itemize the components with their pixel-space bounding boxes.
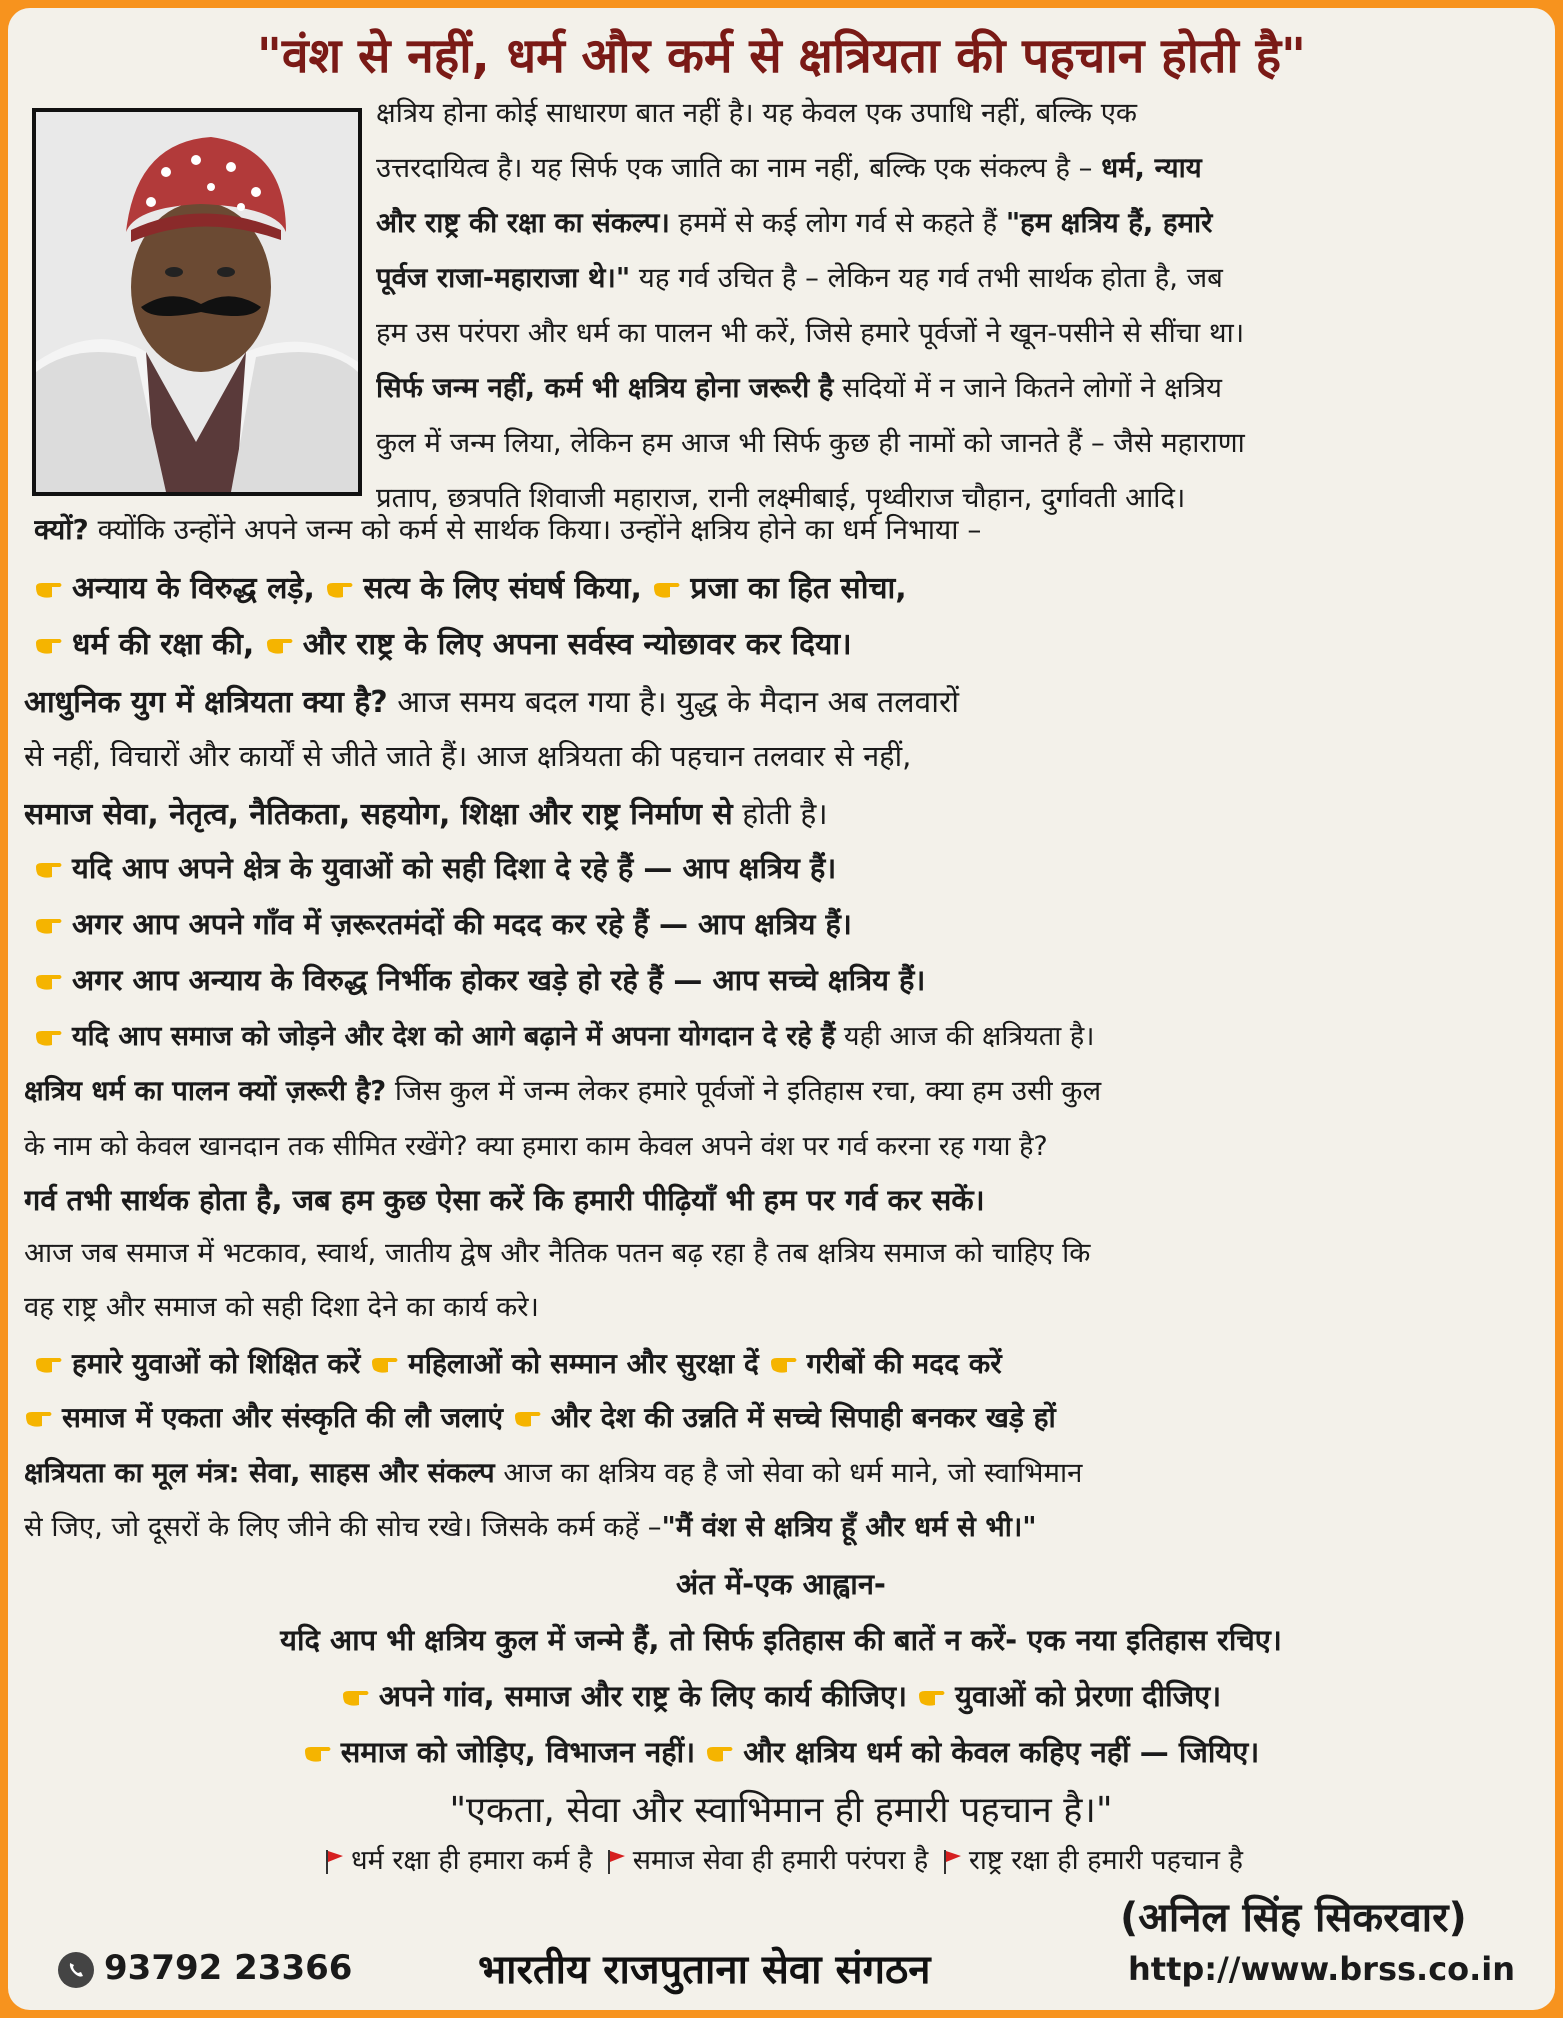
page-title: "वंश से नहीं, धर्म और कर्म से क्षत्रियता की पहचान होती है" (256, 28, 1307, 84)
poster (8, 8, 1555, 2010)
pointing-hand-icon (24, 1408, 56, 1430)
intro-line: प्रताप, छत्रपति शिवाजी महाराज, रानी लक्ष्मीबाई, पृथ्वीराज चौहान, दुर्गावती आदि। (376, 482, 1186, 514)
dharma-line-3: गर्व तभी सार्थक होता है, जब हम कुछ ऐसा करें कि हमारी पीढ़ियाँ भी हम पर गर्व कर सकें। (24, 1183, 985, 1217)
website-link[interactable]: http://www.brss.co.in (1128, 1950, 1516, 1988)
intro-line: पूर्वज राजा-महाराजा थे।" यह गर्व उचित है – लेकिन यह गर्व तभी सार्थक होता है, जब (376, 262, 1223, 294)
pointing-hand-icon (34, 1354, 66, 1376)
intro-line: क्षत्रिय होना कोई साधारण बात नहीं है। यह केवल एक उपाधि नहीं, बल्कि एक (376, 97, 1138, 129)
portrait-illustration (36, 112, 358, 492)
if-you-item: यदि आप समाज को जोड़ने और देश को आगे बढ़ाने में अपना योगदान दे रहे हैं यही आज की क्षत्रियता है। (34, 1016, 1548, 1070)
pointing-hand-icon (341, 1687, 373, 1709)
ending-heading: अंत में-एक आह्वान- (676, 1567, 886, 1601)
pointing-hand-icon (303, 1743, 335, 1765)
slogan: "एकता, सेवा और स्वाभिमान ही हमारी पहचान है।" (449, 1790, 1113, 1831)
ending-line-1: यदि आप भी क्षत्रिय कुल में जन्मे हैं, तो सिर्फ इतिहास की बातें न करें- एक नया इतिहास रचिए। (280, 1623, 1282, 1657)
why-line: क्यों? क्योंकि उन्होंने अपने जन्म को कर्म से सार्थक किया। उन्होंने क्षत्रिय होने का धर्म निभाया – (34, 513, 982, 546)
duties-row-2: समाज में एकता और संस्कृति की लौ जलाएं और देश की उन्नति में सच्चे सिपाही बनकर खड़े हों (24, 1398, 1538, 1452)
intro-line: उत्तरदायित्व है। यह सिर्फ एक जाति का नाम नहीं, बल्कि एक संकल्प है – धर्म, न्याय (376, 152, 1202, 184)
pointing-hand-icon (652, 579, 684, 601)
red-flag-icon (323, 1848, 345, 1876)
pointing-hand-icon (34, 971, 66, 993)
ending-row-3: समाज को जोड़िए, विभाजन नहीं। और क्षत्रिय धर्म को केवल कहिए नहीं — जियिए। (24, 1732, 1538, 1786)
mantra-line-1: क्षत्रियता का मूल मंत्र: सेवा, साहस और संकल्प आज का क्षत्रिय वह है जो सेवा को धर्म माने, जो स्वाभिमान (24, 1457, 1083, 1489)
red-flag-icon (605, 1848, 627, 1876)
red-flag-icon (941, 1848, 963, 1876)
pointing-hand-icon (705, 1743, 737, 1765)
pointing-hand-icon (34, 1027, 66, 1049)
intro-line: हम उस परंपरा और धर्म का पालन भी करें, जिसे हमारे पूर्वजों ने खून-पसीने से सींचा था। (376, 317, 1245, 349)
whatsapp-icon (56, 1950, 96, 1990)
organization-name: भारतीय राजपुताना सेवा संगठन (478, 1947, 931, 1993)
pointing-hand-icon (769, 1354, 801, 1376)
if-you-item: अगर आप अपने गाँव में ज़रूरतमंदों की मदद कर रहे हैं — आप क्षत्रिय हैं। (34, 904, 1548, 958)
mantra-line-2: से जिए, जो दूसरों के लिए जीने की सोच रखे। जिसके कर्म कहें –"मैं वंश से क्षत्रिय हूँ और धर्म से भी।" (24, 1511, 1037, 1543)
intro-paragraph (376, 86, 1544, 526)
dharma-line-1: क्षत्रिय धर्म का पालन क्यों ज़रूरी है? जिस कुल में जन्म लेकर हमारे पूर्वजों ने इतिहास रचा, क्या हम उसी कुल (24, 1075, 1102, 1107)
intro-line: कुल में जन्म लिया, लेकिन हम आज भी सिर्फ कुछ ही नामों को जानते हैं – जैसे महाराणा (376, 427, 1245, 459)
pointing-hand-icon (370, 1354, 402, 1376)
pointing-hand-icon (917, 1687, 949, 1709)
deeds-row-1: अन्याय के विरुद्ध लड़े, सत्य के लिए संघर्ष किया, प्रजा का हित सोचा, (34, 566, 1548, 618)
pointing-hand-icon (34, 635, 66, 657)
portrait-photo (32, 108, 362, 496)
phone-number[interactable]: 93792 23366 (56, 1948, 352, 1990)
flag-line: धर्म रक्षा ही हमारा कर्म है समाज सेवा ही हमारी परंपरा है राष्ट्र रक्षा ही हमारी पहचान है (24, 1840, 1538, 1888)
pointing-hand-icon (34, 579, 66, 601)
intro-line: और राष्ट्र की रक्षा का संकल्प। हममें से कई लोग गर्व से कहते हैं "हम क्षत्रिय हैं, हमारे (376, 207, 1213, 239)
dharma-line-2: के नाम को केवल खानदान तक सीमित रखेंगे? क्या हमारा काम केवल अपने वंश पर गर्व करना रह गया है? (24, 1131, 1048, 1162)
pointing-hand-icon (265, 635, 297, 657)
pointing-hand-icon (513, 1408, 545, 1430)
pointing-hand-icon (34, 915, 66, 937)
duties-row-1: हमारे युवाओं को शिक्षित करें महिलाओं को सम्मान और सुरक्षा दें गरीबों की मदद करें (34, 1344, 1548, 1398)
ending-row-2: अपने गांव, समाज और राष्ट्र के लिए कार्य कीजिए। युवाओं को प्रेरणा दीजिए। (24, 1676, 1538, 1730)
intro-line: सिर्फ जन्म नहीं, कर्म भी क्षत्रिय होना जरूरी है सदियों में न जाने कितने लोगों ने क्षत्रिय (376, 372, 1222, 404)
deeds-row-2: धर्म की रक्षा की, और राष्ट्र के लिए अपना सर्वस्व न्योछावर कर दिया। (34, 622, 1548, 674)
dharma-line-5: वह राष्ट्र और समाज को सही दिशा देने का कार्य करे। (24, 1291, 539, 1323)
author-name: (अनिल सिंह सिकरवार) (1120, 1895, 1467, 1941)
pointing-hand-icon (34, 859, 66, 881)
pointing-hand-icon (325, 579, 357, 601)
modern-line-1: आधुनिक युग में क्षत्रियता क्या है? आज समय बदल गया है। युद्ध के मैदान अब तलवारों (24, 685, 960, 720)
modern-line-2: से नहीं, विचारों और कार्यों से जीते जाते हैं। आज क्षत्रियता की पहचान तलवार से नहीं, (24, 739, 912, 773)
modern-line-3: समाज सेवा, नेतृत्व, नैतिकता, सहयोग, शिक्षा और राष्ट्र निर्माण से होती है। (24, 797, 828, 832)
dharma-line-4: आज जब समाज में भटकाव, स्वार्थ, जातीय द्वेष और नैतिक पतन बढ़ रहा है तब क्षत्रिय समाज को चाहिए कि (24, 1237, 1091, 1269)
if-you-item: यदि आप अपने क्षेत्र के युवाओं को सही दिशा दे रहे हैं — आप क्षत्रिय हैं। (34, 848, 1548, 902)
if-you-item: अगर आप अन्याय के विरुद्ध निर्भीक होकर खड़े हो रहे हैं — आप सच्चे क्षत्रिय हैं। (34, 960, 1548, 1014)
